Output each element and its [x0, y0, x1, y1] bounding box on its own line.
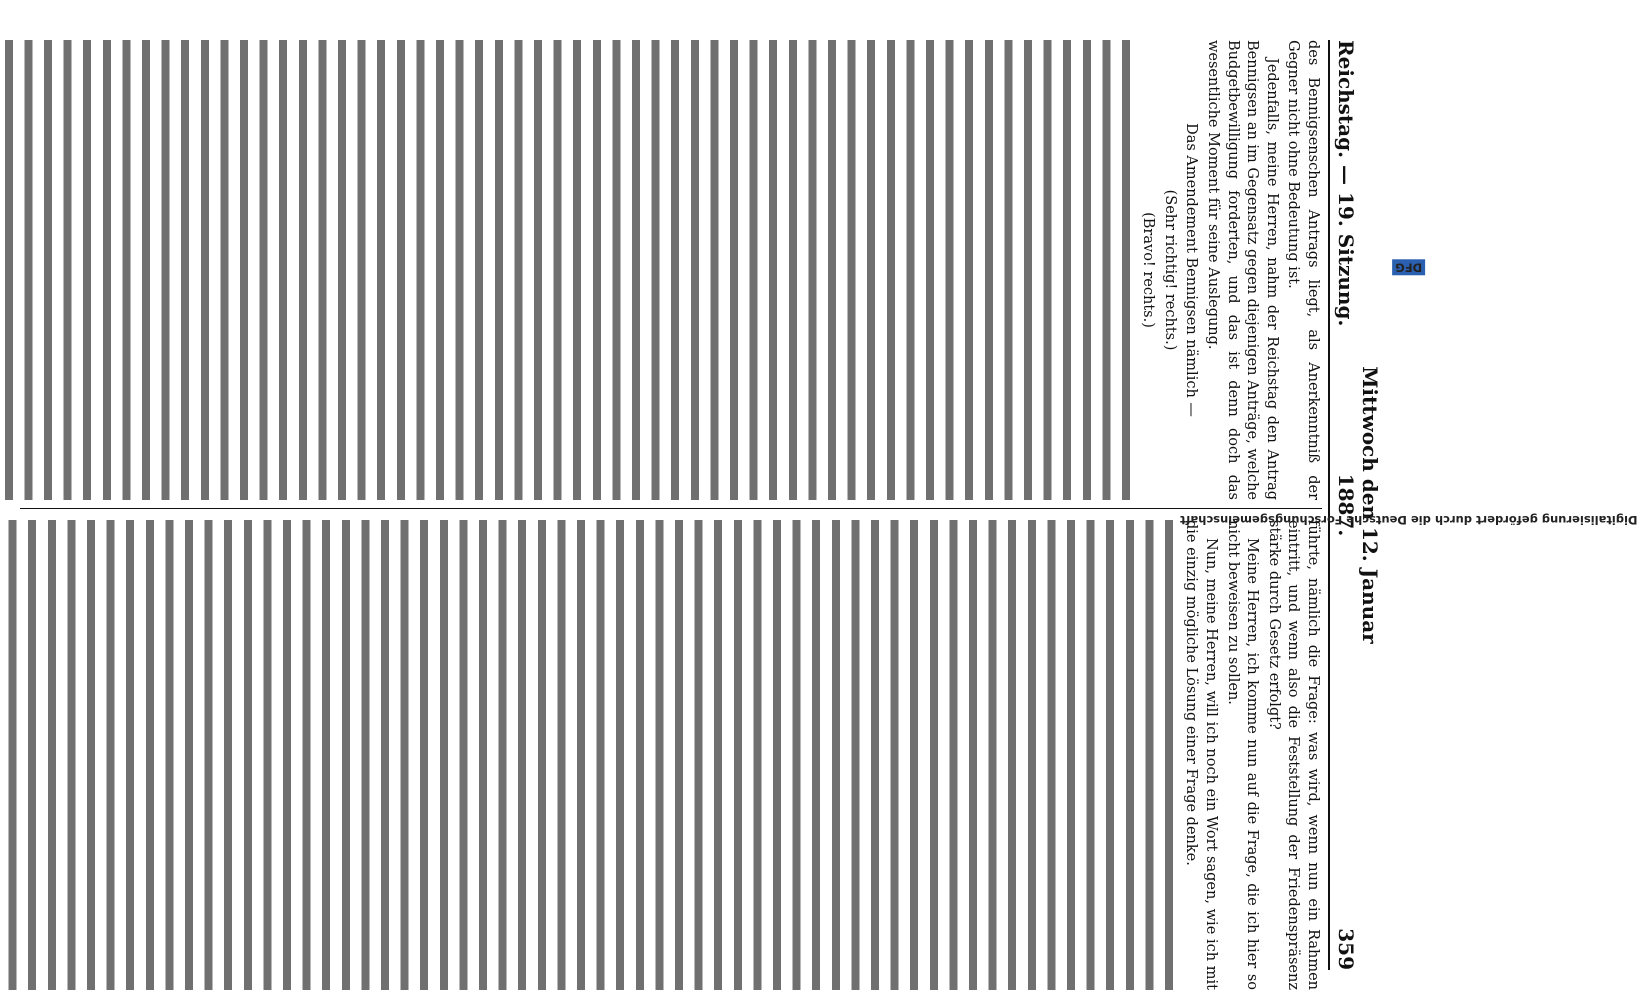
paragraph: Meine Herren, ich komme nun auf die Frage, die ich hier so nicht beweisen zu sollen.: [1224, 520, 1261, 990]
paragraph: Nun, meine Herren, will ich noch ein Wort sagen, wie ich mit die einzig mögliche Lösung einer Frage denke.: [1183, 520, 1220, 990]
illegible-body-text: [0, 520, 1179, 990]
page-header: [1334, 40, 1382, 970]
paragraph: (Sehr richtig! rechts.): [1161, 189, 1178, 351]
paragraph: des Bennigsenschen Antrags liegt, als Anerkenntniß der Gegner nicht ohne Bedeutung ist.: [1285, 40, 1321, 500]
left-column: [20, 40, 1322, 500]
paragraph: führte, nämlich die Frage: was wird, wenn nun ein Rahmen eintritt, und wenn also die Feststellung der Friedenspräsenz stärke durch Gesetz erfolgt?: [1265, 520, 1321, 990]
paragraph: Das Amendement Bennigsen nämlich —: [1183, 123, 1200, 417]
page-number: 359: [1334, 928, 1358, 970]
dfg-logo: DFG: [1393, 260, 1426, 276]
header-rule: [1328, 40, 1330, 970]
paragraph: (Bravo! rechts.): [1140, 212, 1157, 328]
paragraph: Jedenfalls, meine Herren, nahm der Reichstag den Antrag Bennigsen an im Gegensatz gegen diejenigen Anträge, welche Budgetbewilligung forderten, und das ist denn doch das wesentliche Moment für seine Auslegung.: [1205, 40, 1280, 500]
credit-text: Digitalisierung gefördert durch die Deutsche Forschungsgemeinschaft: [1180, 512, 1638, 527]
illegible-body-text: [0, 40, 1136, 500]
header-title: Reichstag. — 19. Sitzung.: [1334, 40, 1358, 327]
column-divider: [20, 508, 1322, 509]
header-date: Mittwoch den 12. Januar 1887.: [1334, 366, 1382, 644]
right-column: [20, 520, 1322, 990]
